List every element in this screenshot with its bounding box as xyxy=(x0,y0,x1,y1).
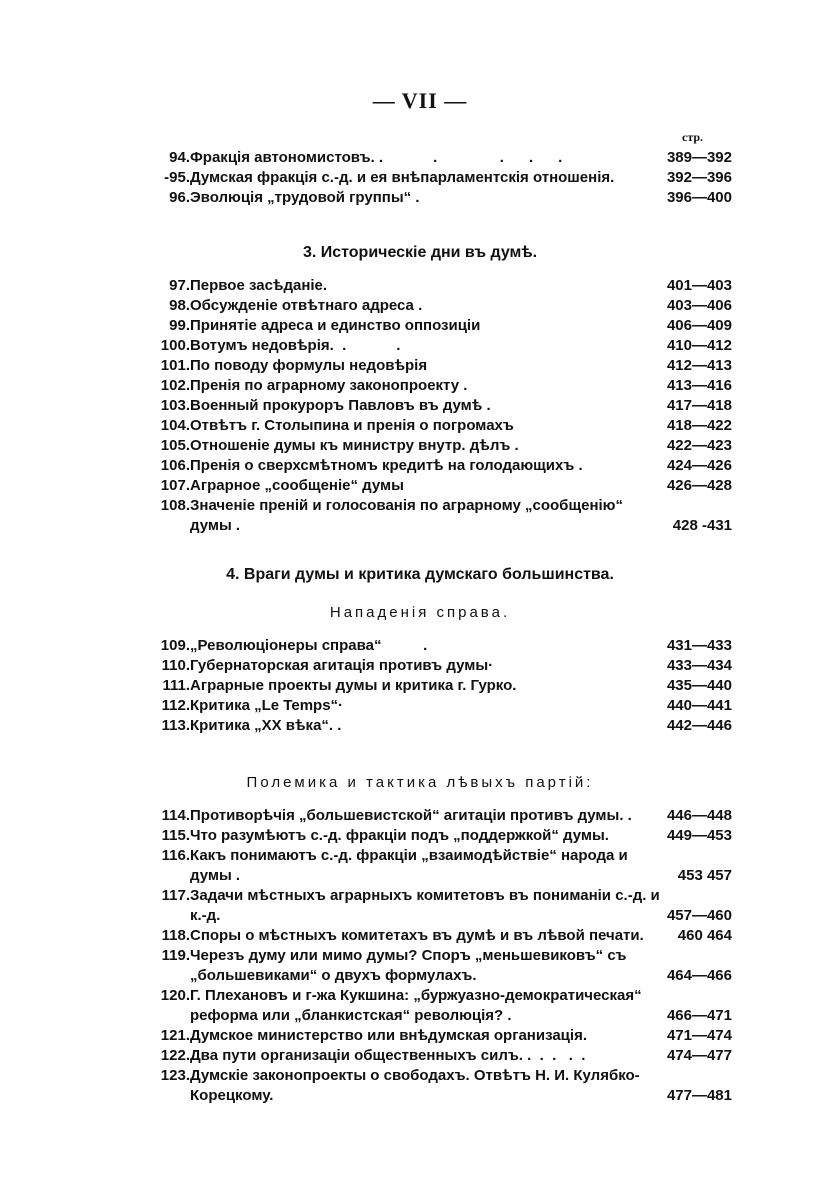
entry-title: Черезъ думу или мимо думы? Споръ „меньшевиковъ“ съ „большевиками“ о двухъ формулахъ. xyxy=(190,947,627,984)
entry-number: 108. xyxy=(160,497,190,514)
toc-entry xyxy=(158,946,732,986)
entry-pages: 464—466 xyxy=(666,967,732,984)
entry-title: По поводу формулы недовѣрія xyxy=(190,357,428,374)
entry-number: 96. xyxy=(169,189,190,206)
entry-pages: 460 464 xyxy=(677,927,732,944)
entry-title: Критика „ХХ вѣка“. . xyxy=(190,717,342,734)
entry-title: Думское министерство или внѣдумская организація. xyxy=(190,1027,587,1044)
entry-number: 120. xyxy=(160,987,190,1004)
entry-title: Отвѣтъ г. Столыпина и пренія о погромахъ xyxy=(190,417,514,434)
entry-title: Вотумъ недовѣрія. . . xyxy=(190,337,401,354)
entry-pages: 396—400 xyxy=(666,189,732,206)
entry-title: Фракція автономистовъ. . . . . . xyxy=(190,149,563,166)
entry-pages: 435—440 xyxy=(666,677,732,694)
entry-pages: 431—433 xyxy=(666,637,732,654)
entry-title: „Революціонеры справа“ . xyxy=(190,637,428,654)
section-heading: 3. Историческіе дни въ думѣ. xyxy=(302,244,538,261)
entry-number: 118. xyxy=(161,927,190,944)
entry-title: Споры о мѣстныхъ комитетахъ въ думѣ и въ лѣвой печати. xyxy=(190,927,644,944)
toc-entry xyxy=(158,496,732,536)
entry-title: Задачи мѣстныхъ аграрныхъ комитетовъ въ пониманіи с.-д. и к.-д. xyxy=(190,887,660,924)
entry-pages: 410—412 xyxy=(666,337,732,354)
entry-title: Что разумѣютъ с.-д. фракціи подъ „поддержкой“ думы. xyxy=(190,827,609,844)
entry-number: 101. xyxy=(160,357,190,374)
entry-pages: 428 -431 xyxy=(672,517,732,534)
toc-entry xyxy=(158,986,732,1026)
entry-pages: 474—477 xyxy=(666,1047,732,1064)
entry-pages: 406—409 xyxy=(666,317,732,334)
entry-pages: 477—481 xyxy=(666,1087,732,1104)
entry-number: 102. xyxy=(160,377,190,394)
page-number: — VII — xyxy=(372,88,468,113)
entry-pages: 471—474 xyxy=(666,1027,732,1044)
entry-title: Аграрное „сообщеніе“ думы xyxy=(190,477,404,494)
entry-pages: 389—392 xyxy=(666,149,732,166)
entry-pages: 392—396 xyxy=(666,169,732,186)
section-heading: 4. Враги думы и критика думскаго большинства. xyxy=(226,566,614,583)
entry-pages: 403—406 xyxy=(666,297,732,314)
subsection-heading: Нападенія справа. xyxy=(329,604,511,621)
entry-title: Первое засѣданіе. xyxy=(190,277,328,294)
entry-pages: 418—422 xyxy=(666,417,732,434)
entry-number: 103. xyxy=(160,397,190,414)
entry-pages: 417—418 xyxy=(666,397,732,414)
entry-pages: 449—453 xyxy=(666,827,732,844)
entry-pages: 424—426 xyxy=(666,457,732,474)
entry-number: 98. xyxy=(169,297,190,314)
entry-number: 107. xyxy=(160,477,190,494)
entry-number: 114. xyxy=(161,807,190,824)
entry-title: Отношеніе думы къ министру внутр. дѣлъ . xyxy=(190,437,519,454)
entry-title: Эволюція „трудовой группы“ . xyxy=(190,189,420,206)
entry-title: Пренія о сверхсмѣтномъ кредитѣ на голодающихъ . xyxy=(190,457,583,474)
entry-number: 110. xyxy=(161,657,190,674)
entry-pages: 466—471 xyxy=(666,1007,732,1024)
entry-title: Принятіе адреса и единство оппозиціи xyxy=(190,317,481,334)
entry-pages: 446—448 xyxy=(666,807,732,824)
toc-entry xyxy=(158,846,732,886)
entry-number: 100. xyxy=(160,337,190,354)
entry-number: 99. xyxy=(169,317,190,334)
entry-number: 119. xyxy=(161,947,190,964)
entry-title: Противорѣчія „большевистской“ агитаціи противъ думы. . xyxy=(190,807,632,824)
entry-title: Думскіе законопроекты о свободахъ. Отвѣтъ Н. И. Кулябко-Корецкому. xyxy=(190,1067,640,1104)
entry-title: Думская фракція с.-д. и ея внѣпарламентскія отношенія. xyxy=(190,169,615,186)
entry-pages: 401—403 xyxy=(666,277,732,294)
subsection-heading: Полемика и тактика лѣвыхъ партій: xyxy=(246,774,594,791)
entry-title: Критика „Le Temps“· xyxy=(190,697,344,714)
entry-number: 121. xyxy=(160,1027,190,1044)
entry-number: 116. xyxy=(161,847,190,864)
toc-entry xyxy=(158,1066,732,1106)
entry-pages: 422—423 xyxy=(666,437,732,454)
entry-number: 113. xyxy=(161,717,190,734)
entry-pages: 412—413 xyxy=(666,357,732,374)
entry-pages: 426—428 xyxy=(666,477,732,494)
entry-number: 122. xyxy=(160,1047,190,1064)
entry-number: -95. xyxy=(164,169,190,186)
entry-number: 123. xyxy=(160,1067,190,1084)
entry-number: 109. xyxy=(160,637,190,654)
entry-pages: 442—446 xyxy=(666,717,732,734)
entry-pages: 433—434 xyxy=(666,657,732,674)
entry-number: 111. xyxy=(162,677,190,694)
entry-title: Военный прокуроръ Павловъ въ думѣ . xyxy=(190,397,491,414)
entry-pages: 413—416 xyxy=(666,377,732,394)
entry-title: Обсужденіе отвѣтнаго адреса . xyxy=(190,297,423,314)
entry-number: 106. xyxy=(160,457,190,474)
entry-pages: 457—460 xyxy=(666,907,732,924)
entry-title: Губернаторская агитація противъ думы· xyxy=(190,657,494,674)
entry-title: Пренія по аграрному законопроекту . xyxy=(190,377,468,394)
entry-pages: 440—441 xyxy=(666,697,732,714)
entry-title: Г. Плехановъ и г-жа Кукшина: „буржуазно-демократическая“ реформа или „бланкистская“ революція? . xyxy=(190,987,642,1024)
pages-column-label: стр. xyxy=(682,130,704,144)
toc-entry xyxy=(158,886,732,926)
entry-title: Значеніе преній и голосованія по аграрному „сообщенію“ думы . xyxy=(190,497,623,534)
entry-number: 112. xyxy=(161,697,190,714)
entry-number: 105. xyxy=(160,437,190,454)
entry-title: Аграрные проекты думы и критика г. Гурко. xyxy=(190,677,517,694)
entry-number: 97. xyxy=(169,277,190,294)
entry-number: 104. xyxy=(160,417,190,434)
entry-number: 115. xyxy=(161,827,190,844)
entry-number: 117. xyxy=(161,887,190,904)
entry-title: Два пути организаціи общественныхъ силъ. . . . . . xyxy=(190,1047,586,1064)
entry-title: Какъ понимаютъ с.-д. фракціи „взаимодѣйствіе“ народа и думы . xyxy=(190,847,628,884)
entry-pages: 453 457 xyxy=(677,867,732,884)
entry-number: 94. xyxy=(169,149,190,166)
